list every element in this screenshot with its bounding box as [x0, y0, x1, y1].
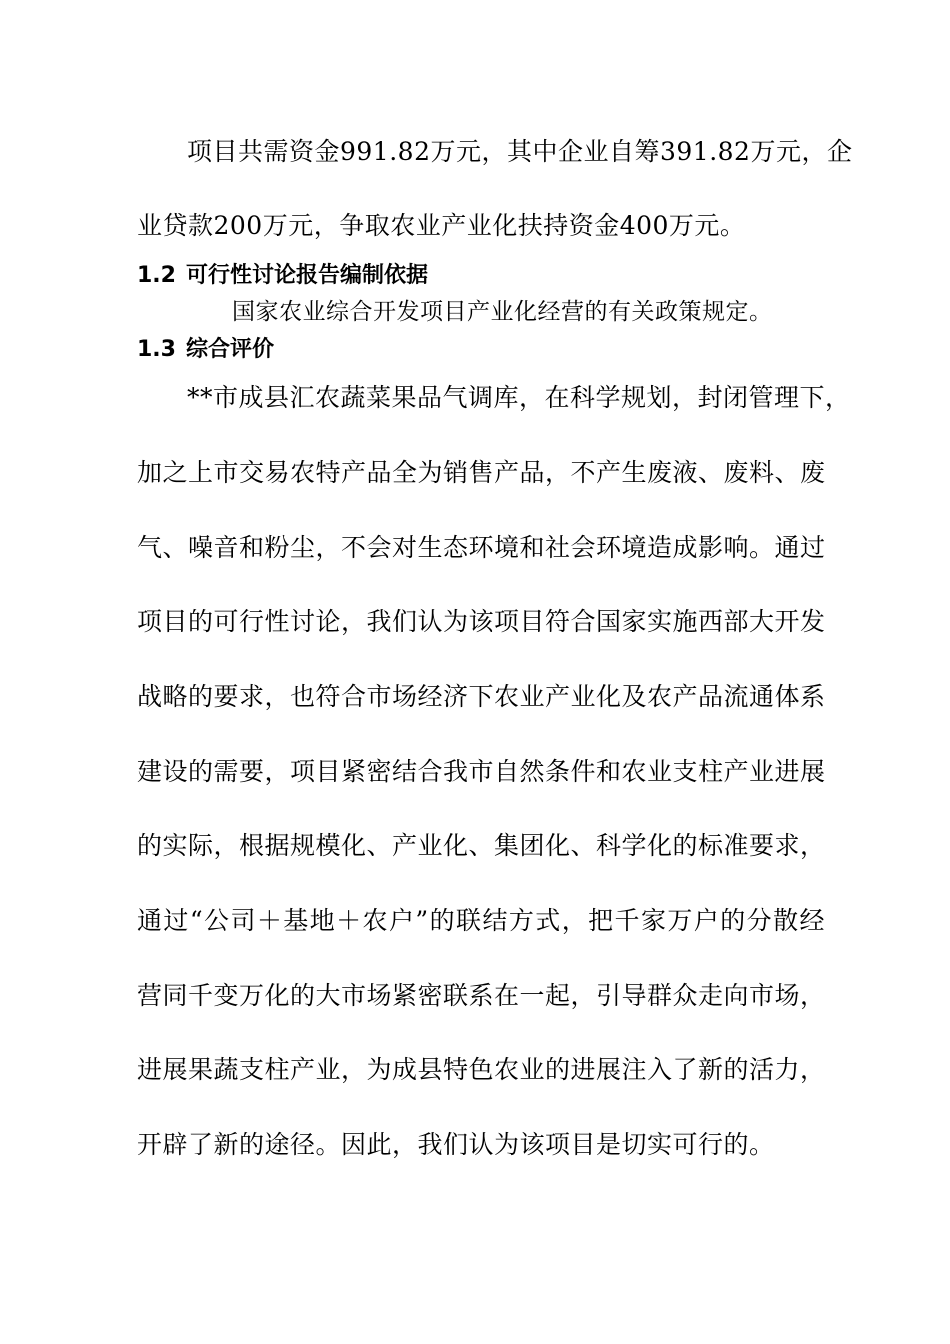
section-title: 综合评价: [185, 337, 274, 362]
paragraph-line: 进展果蔬支柱产业，为成县特色农业的进展注入了新的活力，: [137, 1055, 826, 1084]
paragraph-line: 营同千变万化的大市场紧密联系在一起，引导群众走向市场，: [137, 981, 826, 1010]
section-heading-1-2: [137, 262, 428, 290]
paragraph-line: 加之上市交易农特产品全为销售产品，不产生废液、废料、废: [137, 458, 826, 487]
section-title: 可行性讨论报告编制依据: [185, 263, 428, 288]
paragraph-line: 气、噪音和粉尘，不会对生态环境和社会环境造成影响。通过: [137, 533, 826, 562]
paragraph-line: 通过“公司＋基地＋农户”的联结方式，把千家万户的分散经: [137, 906, 825, 935]
paragraph-line: 开辟了新的途径。因此，我们认为该项目是切实可行的。: [137, 1130, 775, 1159]
paragraph-line: **市成县汇农蔬菜果品气调库，在科学规划，封闭管理下，: [187, 383, 851, 412]
paragraph-line: 项目共需资金991.82万元，其中企业自筹391.82万元，企: [187, 137, 853, 166]
paragraph-line: 项目的可行性讨论，我们认为该项目符合国家实施西部大开发: [137, 607, 826, 636]
section-number: 1.2: [137, 263, 176, 288]
paragraph-line: 建设的需要，项目紧密结合我市自然条件和农业支柱产业进展: [137, 757, 826, 786]
paragraph-line: 业贷款200万元，争取农业产业化扶持资金400万元。: [137, 211, 746, 240]
section-heading-1-3: [137, 336, 274, 364]
paragraph-line: 战略的要求，也符合市场经济下农业产业化及农产品流通体系: [137, 682, 826, 711]
paragraph-line: 的实际，根据规模化、产业化、集团化、科学化的标准要求，: [137, 831, 826, 860]
paragraph-line: 国家农业综合开发项目产业化经营的有关政策规定。: [232, 299, 773, 325]
section-number: 1.3: [137, 337, 176, 362]
